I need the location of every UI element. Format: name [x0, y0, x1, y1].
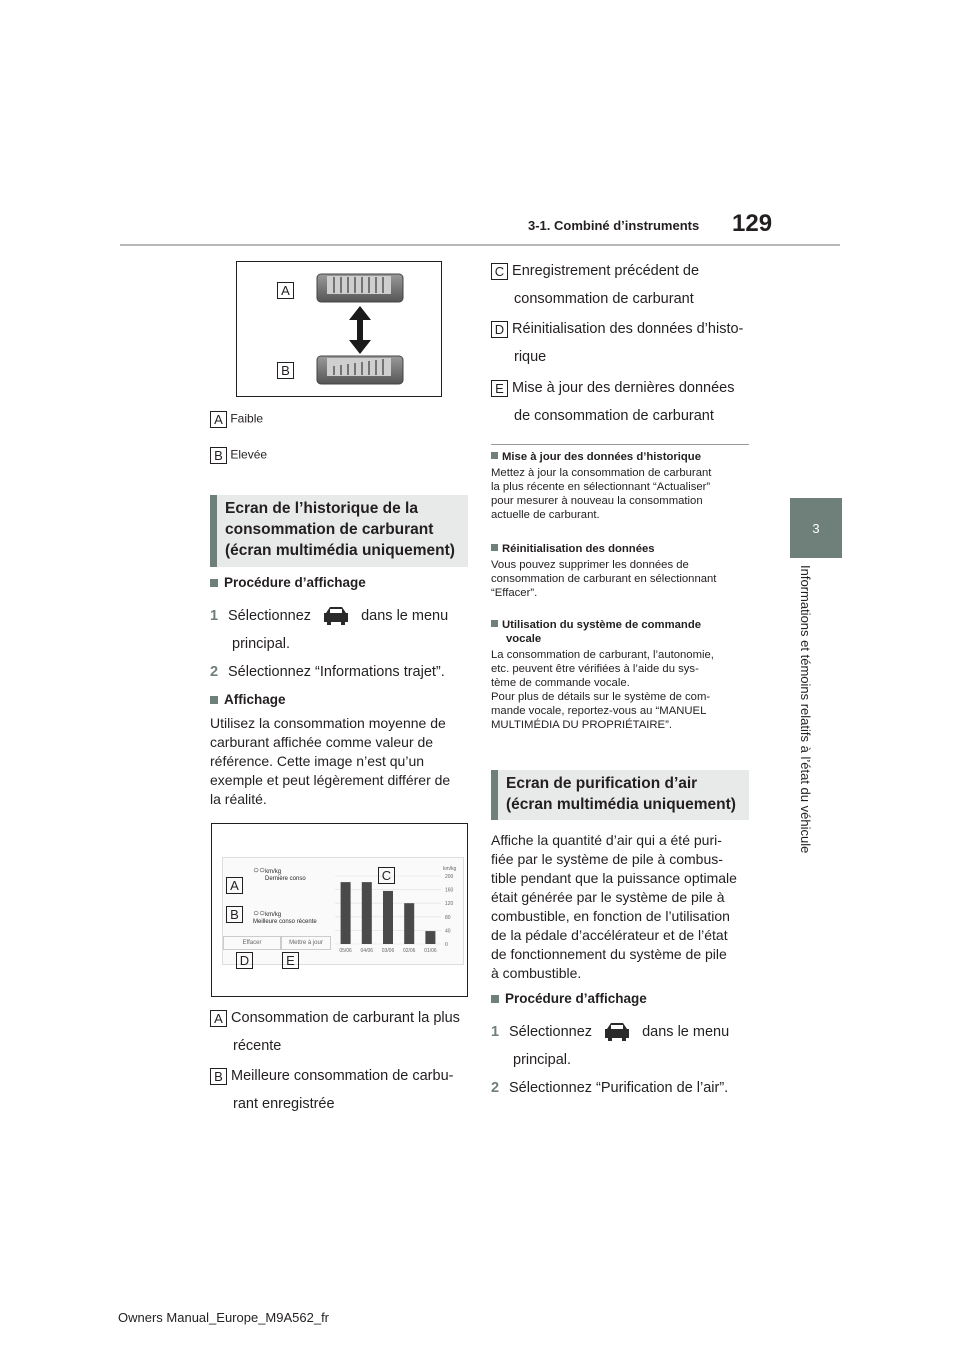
note-update: Mise à jour des données d’historique Mettez à jour la consommation de carburant la plus récente en sélectionnant “Actualiser” pour mesurer à nouveau la consommation actuelle de carburant. — [491, 451, 712, 521]
display-text: Utilisez la consommation moyenne de carburant affichée comme valeur de référence. Cette image n’est qu’un exemple et peut légèrement différer de la réalité. — [210, 715, 451, 807]
section-heading-history: Ecran de l’historique de la consommation de carburant (écran multimédia uniquement) — [210, 495, 468, 567]
double-arrow-icon — [349, 306, 371, 354]
legend-letter: B — [210, 447, 227, 464]
legend2-item-d: D Réinitialisation des données d’histo- rique — [491, 315, 743, 371]
legend-text: Faible — [230, 411, 264, 426]
chapter-title-text: Informations et témoins relatifs à l’état du véhicule — [798, 565, 813, 854]
update-button[interactable]: Mettre à jour — [281, 936, 331, 950]
history-bar-chart — [329, 864, 463, 962]
y-tick-label: 120 — [445, 901, 454, 908]
y-unit-label: km/kg — [443, 866, 457, 872]
step-1-cont: principal. — [232, 636, 291, 652]
step-1-b: 1 Sélectionnez dans le menu — [491, 1018, 729, 1046]
section-title: 3-1. Combiné d’instruments — [528, 218, 700, 233]
note-reset: Réinitialisation des données Vous pouvez supprimer les données de consommation de carburant en sélectionnant “Effacer”. — [491, 543, 717, 599]
section-heading-air-purification: Ecran de purification d’air (écran multimédia uniquement) — [491, 770, 749, 820]
screen-bottom — [317, 356, 403, 384]
chart-bar — [404, 903, 414, 944]
figure-history-screen — [211, 823, 468, 997]
chart-bar — [383, 891, 393, 944]
chart-bar — [362, 882, 372, 944]
history-screen — [222, 857, 464, 965]
legend-text: Elevée — [230, 447, 268, 462]
legend2-item-c: C Enregistrement précédent de consommation de carburant — [491, 257, 699, 313]
chapter-number: 3 — [812, 520, 820, 536]
x-tick-label: 01/06 — [424, 948, 437, 954]
figure1-label-b: B — [277, 362, 294, 380]
last-conso: ○○km/kg Dernière conso — [253, 865, 306, 882]
figure1-label-a: A — [277, 282, 294, 300]
y-tick-label: 0 — [445, 942, 448, 948]
chart-bar — [425, 931, 435, 944]
x-tick-label: 05/06 — [339, 948, 352, 954]
step-1: 1 Sélectionnez dans le menu — [210, 602, 448, 630]
best-conso: ○○km/kg Meilleure conso récente — [253, 908, 317, 925]
x-tick-label: 04/06 — [360, 948, 374, 954]
figure-fuel-bars — [236, 261, 442, 397]
step-2: 2 Sélectionnez “Informations trajet”. — [210, 664, 445, 680]
screen-top — [317, 274, 403, 302]
divider — [491, 444, 749, 445]
header-rule — [120, 244, 840, 246]
fig2-label-d: D — [236, 952, 253, 970]
y-tick-label: 40 — [445, 928, 451, 935]
note-voice: Utilisation du système de commande vocale La consommation de carburant, l’autonomie, etc. peuvent être vérifiées à l’aide du sys- tème de commande vocale. Pour plus de détails sur le système de com- mande vocale, reportez-vous au “MANUEL MULTIMÉDIA DU PROPRIÉTAIRE”. — [491, 619, 714, 731]
procedure-heading: Procédure d’affichage — [210, 575, 366, 590]
fig2-label-e: E — [282, 952, 299, 970]
x-tick-label: 03/06 — [381, 948, 395, 954]
car-icon — [321, 604, 351, 628]
procedure-heading-2: Procédure d’affichage — [491, 991, 647, 1006]
legend-item-b — [210, 447, 267, 464]
step-1-b-cont: principal. — [513, 1052, 572, 1068]
x-tick-label: 02/06 — [402, 948, 416, 954]
chapter-title — [788, 565, 822, 875]
y-tick-label: 160 — [445, 887, 454, 894]
chapter-tab — [790, 498, 842, 558]
car-icon — [602, 1020, 632, 1044]
display-heading: Affichage — [210, 692, 286, 707]
fig2-label-b: B — [226, 906, 243, 924]
fig2-label-c: C — [378, 867, 395, 885]
legend2-item-a: A Consommation de carburant la plus récente — [210, 1004, 460, 1060]
air-purification-text: Affiche la quantité d’air qui a été puri- fiée par le système de pile à combus- tible pendant que la puissance optimale était générée par le système de pile à combustible, en fonction de l’utilisation de la pédale d’accélérateur et de l’état de fonctionnement du système de pile à combustible. — [491, 832, 737, 981]
legend2-item-b: B Meilleure consommation de carbu- rant enregistrée — [210, 1062, 453, 1118]
legend-item-a — [210, 411, 263, 428]
page-number: 129 — [732, 210, 773, 237]
chart-bar — [341, 882, 351, 944]
clear-button[interactable]: Effacer — [223, 936, 281, 950]
fig2-label-a: A — [226, 877, 243, 895]
y-tick-label: 80 — [445, 914, 451, 921]
step-2-b: 2 Sélectionnez “Purification de l’air”. — [491, 1080, 729, 1096]
footer-text: Owners Manual_Europe_M9A562_fr — [118, 1310, 330, 1325]
legend2-item-e: E Mise à jour des dernières données de consommation de carburant — [491, 374, 735, 430]
legend-letter: A — [210, 411, 227, 428]
y-tick-label: 200 — [445, 874, 454, 880]
fuel-bars-illustration — [237, 262, 441, 396]
